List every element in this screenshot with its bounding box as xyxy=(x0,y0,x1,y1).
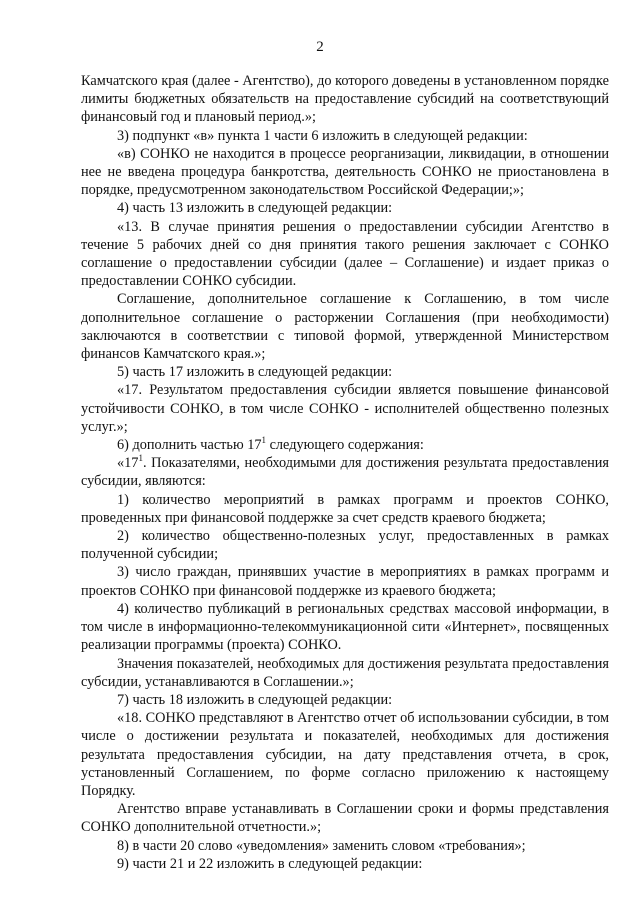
paragraph-indicator-values: Значения показателей, необходимых для достижения результата предоставления субсидии, устанавливаются в Соглашении.»; xyxy=(81,655,609,690)
paragraph-part-13: «13. В случае принятия решения о предоставлении субсидии Агентство в течение 5 рабочих дней со дня принятия такого решения заключает с СОНКО соглашение о предоставлении субсидии (далее – Соглашение) и издает приказ о предоставлении СОНКО субсидии. xyxy=(81,218,609,290)
amendment-item-9: 9) части 21 и 22 изложить в следующей редакции: xyxy=(117,855,423,872)
amendment-item-5: 5) часть 17 изложить в следующей редакции: xyxy=(117,364,393,381)
indicator-item-4: 4) количество публикаций в региональных средствах массовой информации, в том числе в информационно-телекоммуникационной сити «Интернет», посвященных реализации программы (проекта) СОНКО. xyxy=(81,600,609,654)
amendment-item-6-text-end: следующего содержания: xyxy=(266,437,424,454)
paragraph-agency-definition: Камчатского края (далее - Агентство), до которого доведены в установленном порядке лимиты бюджетных обязательств на предоставление субсидий на соответствующий финансовый год и плановый период.»; xyxy=(81,73,609,126)
superscript-index: 1 xyxy=(261,435,266,446)
indicator-item-1: 1) количество мероприятий в рамках программ и проектов СОНКО, проведенных при финансовой поддержке за счет средств краевого бюджета; xyxy=(81,491,609,526)
paragraph-subpoint-v: «в) СОНКО не находится в процессе реорганизации, ликвидации, в отношении нее не введена процедура банкротства, деятельность СОНКО не приостановлена в порядке, предусмотренном законодательством Российской Федерации;»; xyxy=(81,145,609,199)
amendment-item-6 xyxy=(81,436,609,454)
document-body xyxy=(81,72,609,873)
paragraph-agreement-form: Соглашение, дополнительное соглашение к Соглашению, в том числе дополнительное соглашение о расторжении Соглашения (при необходимости) заключаются в соответствии с типовой формой, утвержденной Министерством финансов Камчатского края.»; xyxy=(81,291,609,363)
amendment-item-6-text-start: 6) дополнить частью 17 xyxy=(117,437,262,454)
page-number: 2 xyxy=(316,39,324,55)
paragraph-part-17-1 xyxy=(81,454,609,490)
indicator-item-2: 2) количество общественно-полезных услуг, предоставленных в рамках полученной субсидии; xyxy=(81,528,609,563)
amendment-item-8: 8) в части 20 слово «уведомления» заменить словом «требования»; xyxy=(117,837,526,854)
paragraph-part-17: «17. Результатом предоставления субсидии является повышение финансовой устойчивости СОНКО, в том числе СОНКО - исполнителей общественно полезных услуг.»; xyxy=(81,382,609,435)
amendment-item-4: 4) часть 13 изложить в следующей редакции: xyxy=(117,200,393,217)
amendment-item-7: 7) часть 18 изложить в следующей редакции: xyxy=(117,691,393,708)
part-17-1-text: . Показателями, необходимыми для достижения результата предоставления субсидии, являются: xyxy=(81,455,609,490)
superscript-index: 1 xyxy=(138,453,143,464)
part-17-1-number: «17 xyxy=(117,455,139,472)
amendment-item-3: 3) подпункт «в» пункта 1 части 6 изложить в следующей редакции: xyxy=(117,127,528,144)
paragraph-additional-reporting: Агентство вправе устанавливать в Соглашении сроки и формы представления СОНКО дополнительной отчетности.»; xyxy=(81,801,609,836)
indicator-item-3: 3) число граждан, принявших участие в мероприятиях в рамках программ и проектов СОНКО при финансовой поддержке из краевого бюджета; xyxy=(81,564,609,599)
paragraph-part-18: «18. СОНКО представляют в Агентство отчет об использовании субсидии, в том числе о достижении результата и показателей, необходимых для достижения результата предоставления субсидии, на дату представления отчета, в срок, установленный Соглашением, по форме согласно приложению к настоящему Порядку. xyxy=(81,710,609,799)
